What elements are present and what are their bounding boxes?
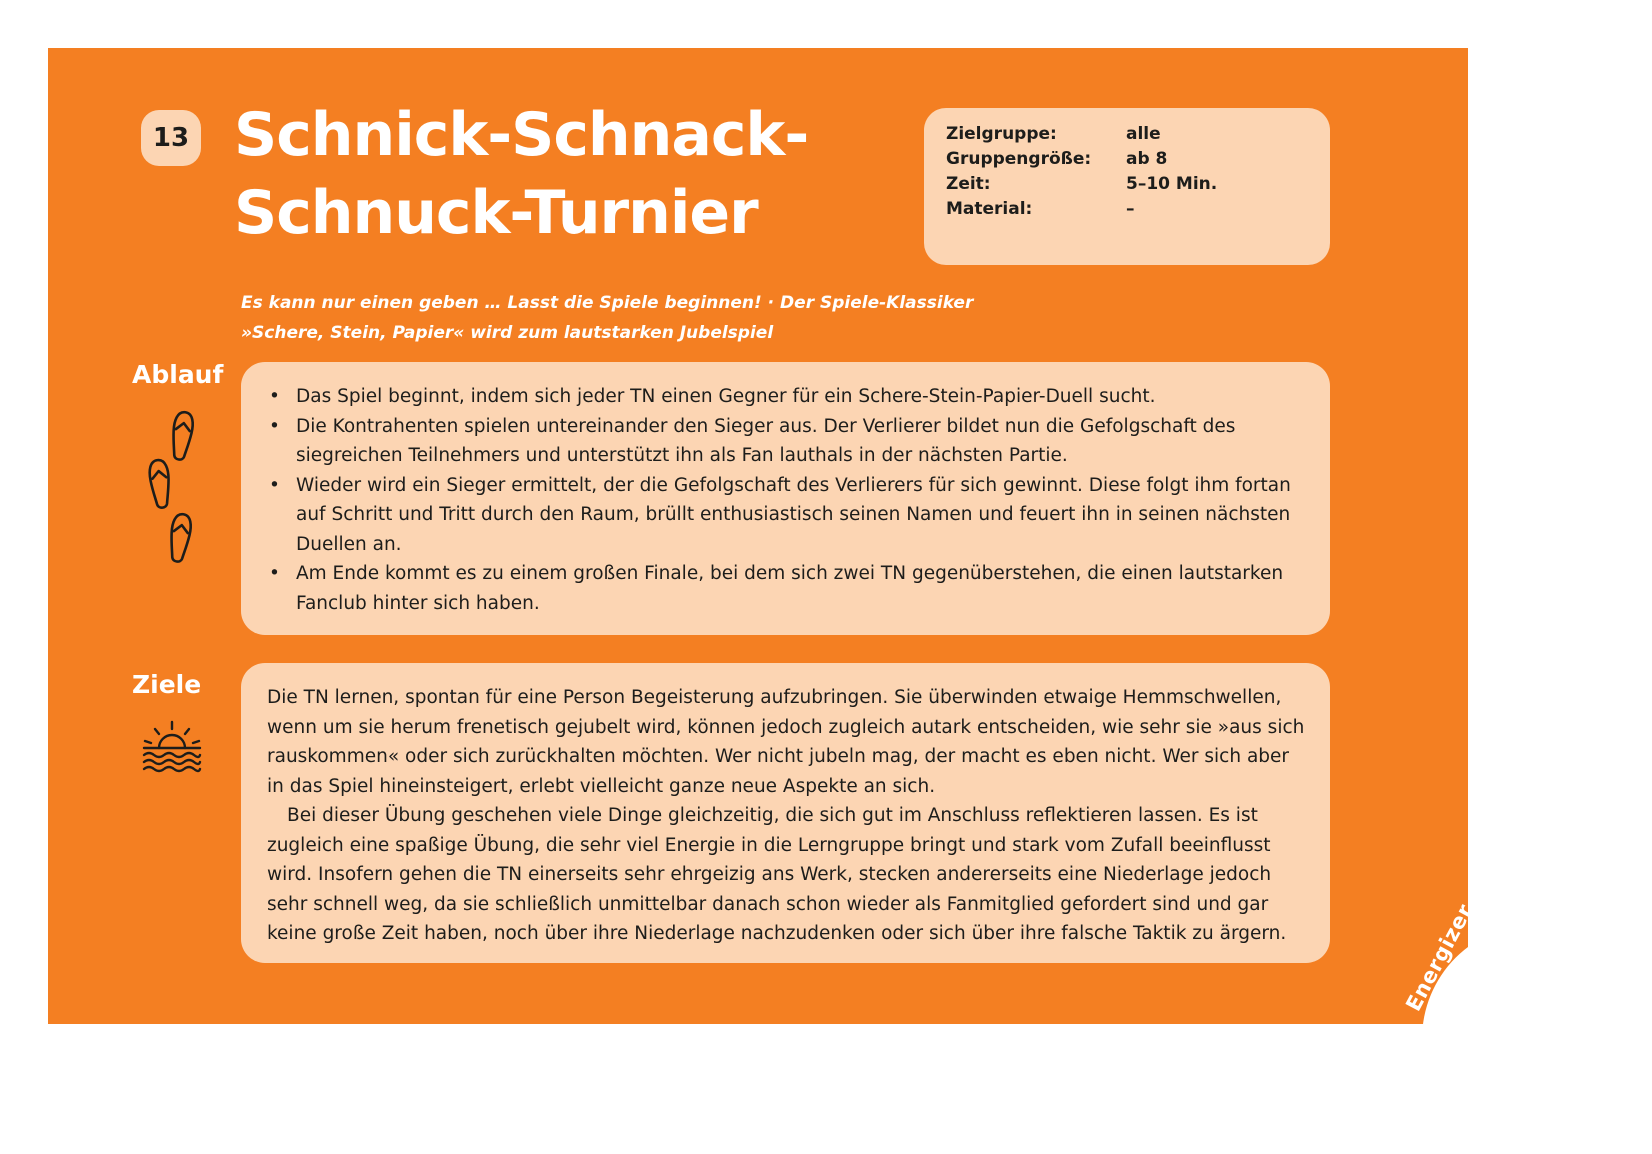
list-item: • Die Kontrahenten spielen untereinander den Sieger aus. Der Verlierer bildet nun die Gefolgschaft des siegreichen Teilnehmers und unterstützt ihn als Fan lauthals in der nächsten Partie. (265, 412, 1306, 471)
ablauf-list (265, 382, 1306, 618)
page-title (234, 96, 808, 252)
info-label: Zeit: (946, 174, 991, 194)
info-row-material (946, 197, 1330, 222)
subtitle-line: »Schere, Stein, Papier« wird zum lautstarken Jubelspiel (241, 323, 774, 343)
info-value: 5–10 Min. (1126, 174, 1218, 194)
footprints-icon (144, 408, 200, 564)
ziele-box (241, 663, 1330, 963)
info-label: Zielgruppe: (946, 124, 1057, 144)
subtitle-line: Es kann nur einen geben … Lasst die Spiele beginnen! · Der Spiele-Klassiker (241, 293, 974, 313)
info-box (924, 108, 1330, 265)
subtitle (241, 288, 973, 348)
activity-card (48, 48, 1478, 1024)
activity-number-badge: 13 (141, 110, 201, 166)
section-heading-ablauf: Ablauf (132, 360, 224, 389)
list-item: • Am Ende kommt es zu einem großen Finale, bei dem sich zwei TN gegenüberstehen, die einen lautstarken Fanclub hinter sich haben. (265, 559, 1306, 618)
list-item: • Wieder wird ein Sieger ermittelt, der die Gefolgschaft des Verlierers für sich gewinnt. Diese folgt ihm fortan auf Schritt und Tritt durch den Raum, brüllt enthusiastisch seinen Namen und feuert ihn in seinen nächsten Duellen an. (265, 471, 1306, 560)
ablauf-box (241, 362, 1330, 635)
title-line: Schnuck-Turnier (234, 178, 758, 248)
info-row-zielgruppe (946, 122, 1330, 147)
ziele-paragraph: Bei dieser Übung geschehen viele Dinge gleichzeitig, die sich gut im Anschluss reflektieren lassen. Es ist zugleich eine spaßige Übung, die sehr viel Energie in die Lerngruppe bringt und stark vom Zufall beeinflusst wird. Insofern gehen die TN einerseits sehr ehrgeizig ans Werk, stecken andererseits eine Niederlage jedoch sehr schnell weg, da sie schließlich unmittelbar danach schon wieder als Fanmitglied gefordert sind und gar keine große Zeit haben, noch über ihre Niederlage nachzudenken oder sich über ihre falsche Taktik zu ärgern. (267, 805, 1287, 944)
title-line: Schnick-Schnack- (234, 100, 809, 170)
list-item: • Das Spiel beginnt, indem sich jeder TN einen Gegner für ein Schere-Stein-Papier-Duell sucht. (265, 382, 1306, 412)
sunset-icon (138, 718, 206, 776)
category-label: Energizer (1401, 900, 1478, 1016)
info-label: Gruppengröße: (946, 149, 1092, 169)
section-heading-ziele: Ziele (132, 670, 202, 699)
info-value: – (1126, 199, 1135, 219)
info-value: alle (1126, 124, 1161, 144)
info-row-zeit (946, 172, 1330, 197)
info-value: ab 8 (1126, 149, 1168, 169)
info-label: Material: (946, 199, 1033, 219)
ziele-paragraph: Die TN lernen, spontan für eine Person Begeisterung aufzubringen. Sie überwinden etwaige Hemmschwellen, wenn um sie herum frenetisch gejubelt wird, können jedoch zugleich autark entscheiden, wie sehr sie »aus sich rauskommen« oder sich zurückhalten möchten. Wer nicht jubeln mag, der macht es eben nicht. Wer sich aber in das Spiel hineinsteigert, erlebt vielleicht ganze neue Aspekte an sich. (267, 687, 1305, 797)
info-row-gruppengroesse (946, 147, 1330, 172)
